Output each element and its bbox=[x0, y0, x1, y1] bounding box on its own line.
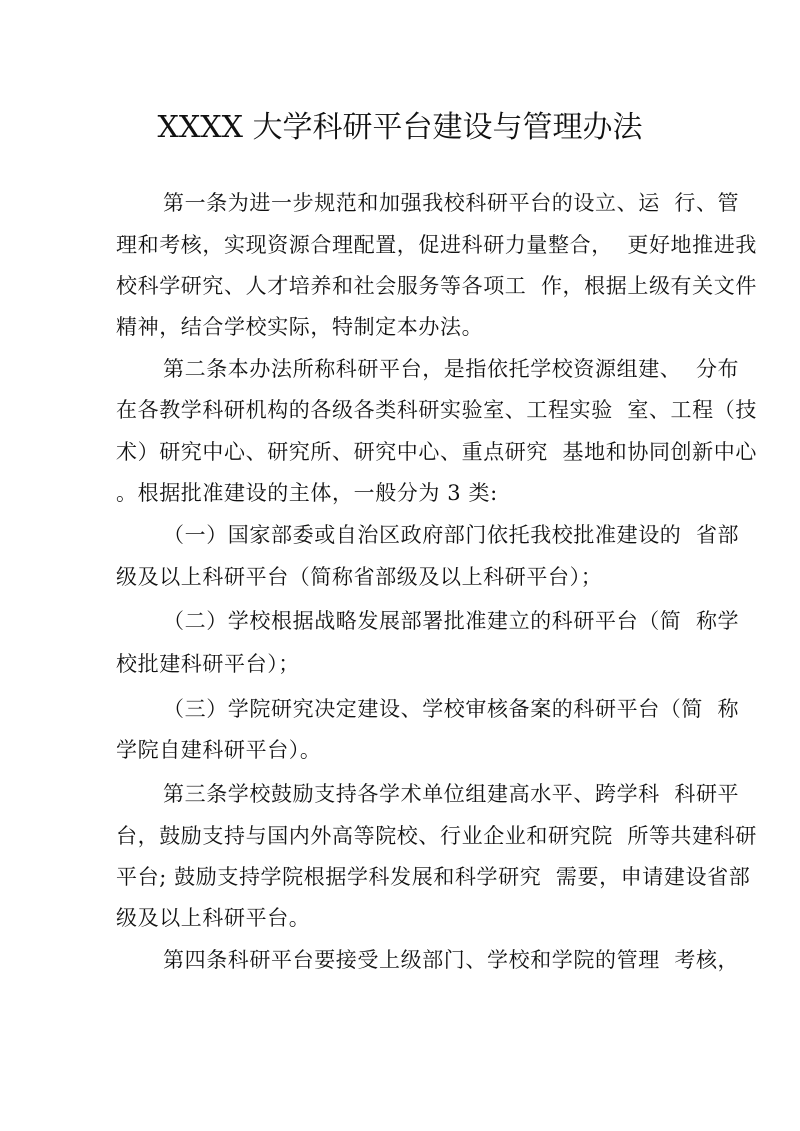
article-3-line-4: 级及以上科研平台。 bbox=[116, 906, 311, 930]
article-1-line-1: 第一条为进一步规范和加强我校科研平台的设立、运 行、管 bbox=[163, 191, 740, 215]
article-2-line-2: 在各教学科研机构的各级各类科研实验室、工程实验 室、工程（技 bbox=[116, 398, 757, 422]
document-title: XXXX 大学科研平台建设与管理办法 bbox=[157, 110, 643, 145]
category-1-line-1: （一）国家部委或自治区政府部门依托我校批准建设的 省部 bbox=[163, 523, 740, 547]
article-1-line-3: 校科学研究、人才培养和社会服务等各项工 作，根据上级有关文件 bbox=[116, 274, 757, 298]
article-2-line-4: 。根据批准建设的主体，一般分为 3 类: bbox=[116, 481, 498, 505]
article-3-line-3: 平台; 鼓励支持学院根据学科发展和科学研究 需要，申请建设省部 bbox=[116, 865, 751, 889]
category-2-line-1: （二）学校根据战略发展部署批准建立的科研平台（简 称学 bbox=[163, 609, 740, 633]
category-3-line-2: 学院自建科研平台）。 bbox=[116, 738, 322, 762]
article-2-line-3: 术）研究中心、研究所、研究中心、重点研究 基地和协同创新中心 bbox=[116, 440, 757, 464]
article-3-line-2: 台，鼓励支持与国内外高等院校、行业企业和研究院 所等共建科研 bbox=[116, 824, 757, 848]
article-1-line-2: 理和考核，实现资源合理配置，促进科研力量整合， 更好地推进我 bbox=[116, 233, 757, 257]
category-3-line-1: （三）学院研究决定建设、学校审核备案的科研平台（简 称 bbox=[163, 697, 740, 721]
article-1-line-4: 精神，结合学校实际，特制定本办法。 bbox=[116, 315, 484, 339]
category-1-line-2: 级及以上科研平台（简称省部级及以上科研平台）； bbox=[116, 565, 603, 589]
article-2-line-1: 第二条本办法所称科研平台，是指依托学校资源组建、 分布 bbox=[163, 357, 740, 381]
category-2-line-2: 校批建科研平台）； bbox=[116, 652, 300, 676]
article-4-line-1: 第四条科研平台要接受上级部门、学校和学院的管理 考核， bbox=[163, 948, 740, 972]
article-3-line-1: 第三条学校鼓励支持各学术单位组建高水平、跨学科 科研平 bbox=[163, 782, 740, 806]
